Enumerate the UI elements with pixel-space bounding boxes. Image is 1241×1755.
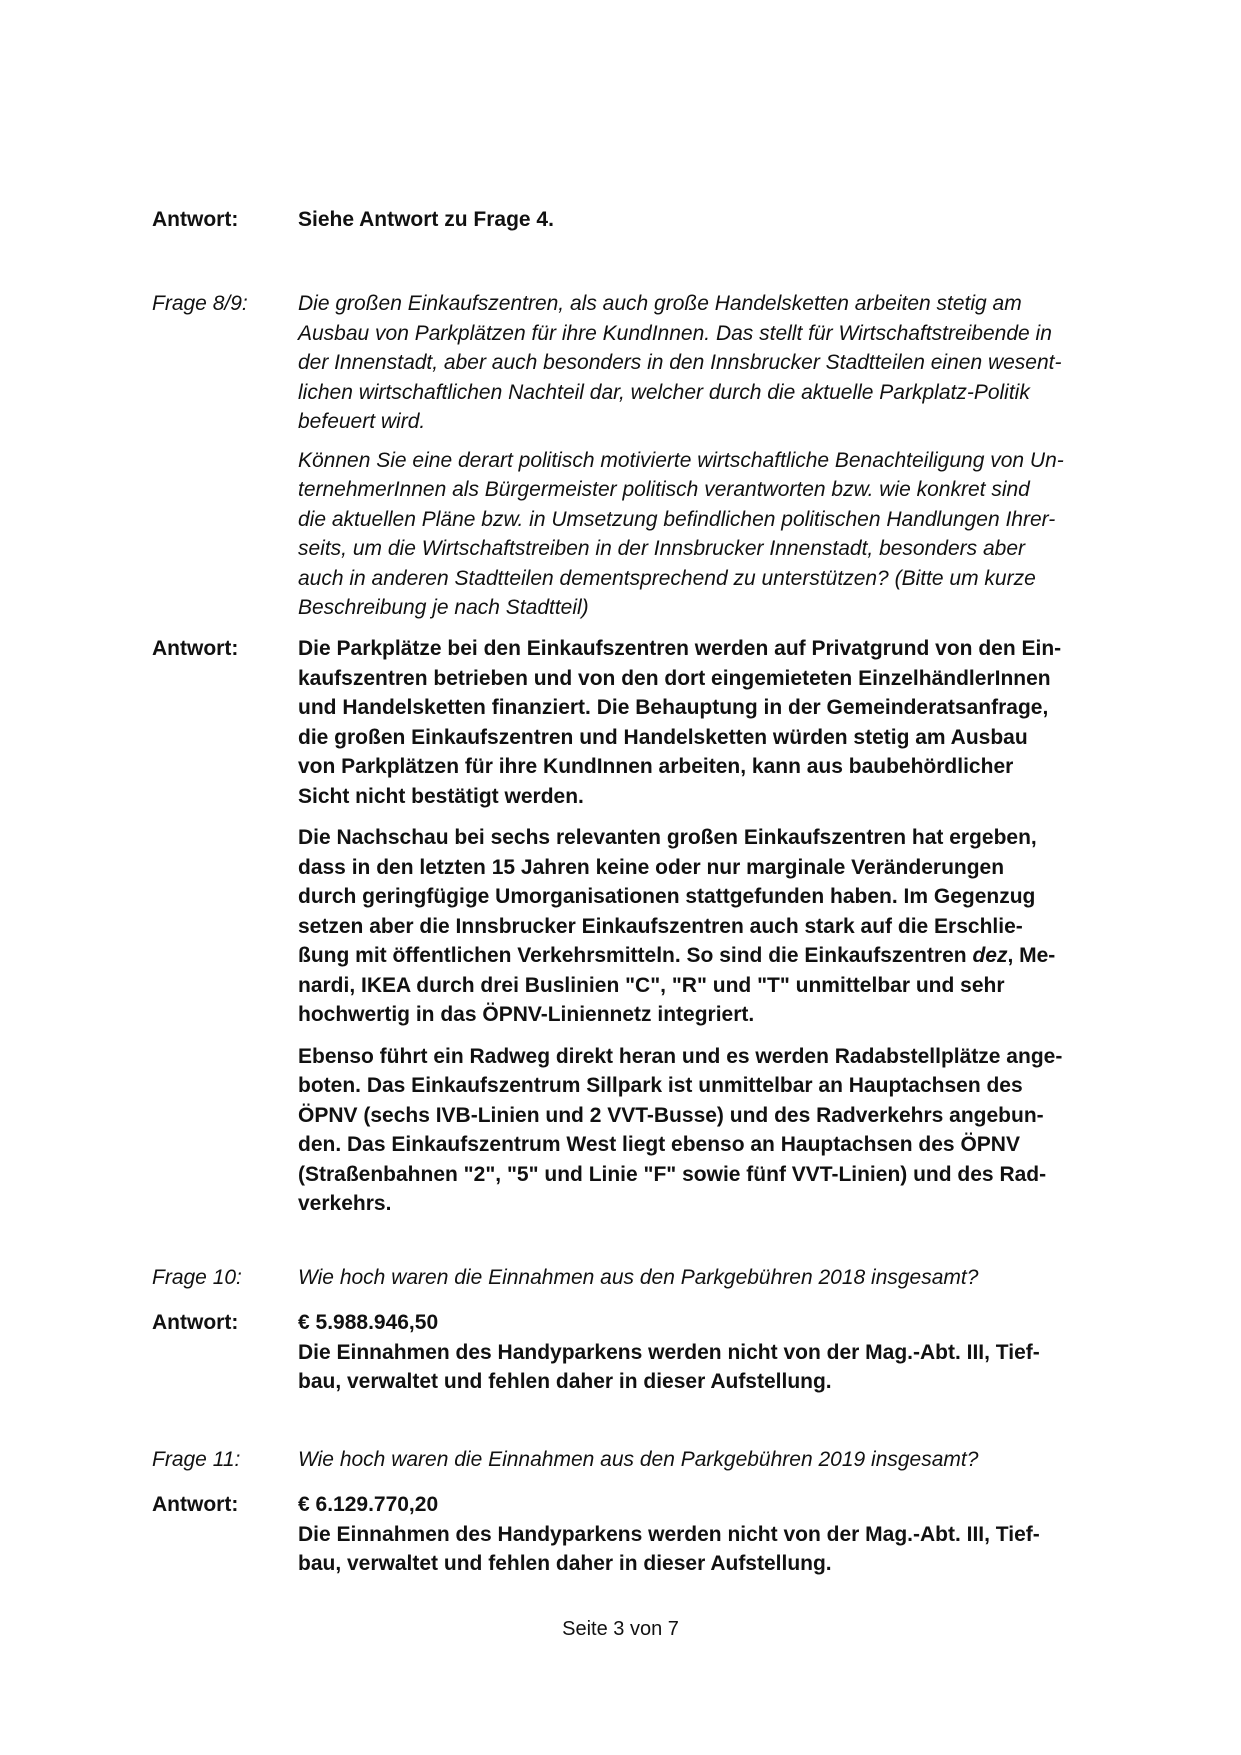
answer-label: Antwort:: [152, 208, 239, 231]
question-label: Frage 10:: [152, 1266, 242, 1289]
answer-label: Antwort:: [152, 1311, 239, 1334]
answer-text: [298, 634, 1128, 1219]
answer-paragraph: Die Nachschau bei sechs relevanten großen Einkaufszentren hat ergeben, dass in den letzten 15 Jahren keine oder nur marginale Veränderungen durch geringfügige Umorganisationen stattgefunden haben. Im Gegenzug setzen aber die Innsbrucker Einkaufszentren auch stark auf die Erschlie- ßung mit öffentlichen Verkehrsmitteln. So sind die Einkaufszentren dez, Me- nardi, IKEA durch drei Buslinien "C", "R" und "T" unmittelbar und sehr hochwertig in das ÖPNV-Liniennetz integriert.: [298, 826, 1056, 1026]
answer-text: Siehe Antwort zu Frage 4.: [298, 208, 554, 231]
question-text: [298, 289, 1128, 623]
question-text: Wie hoch waren die Einnahmen aus den Parkgebühren 2019 insgesamt?: [298, 1448, 979, 1471]
answer-paragraph: Die Parkplätze bei den Einkaufszentren werden auf Privatgrund von den Ein- kaufszentren betrieben und von den dort eingemieteten EinzelhändlerInnen und Handelsketten finanziert. Die Behauptung in der Gemeinderatsanfrage, die großen Einkaufszentren und Handelsketten würden stetig am Ausbau von Parkplätzen für ihre KundInnen arbeiten, kann aus baubehördlicher Sicht nicht bestätigt werden.: [298, 637, 1062, 808]
question-text: Wie hoch waren die Einnahmen aus den Parkgebühren 2018 insgesamt?: [298, 1266, 979, 1289]
question-paragraph: Die großen Einkaufszentren, als auch große Handelsketten arbeiten stetig am Ausbau von Parkplätzen für ihre KundInnen. Das stellt für Wirtschaftstreibende in der Innenstadt, aber auch besonders in den Innsbrucker Stadtteilen einen wesent- lichen wirtschaftlichen Nachteil dar, welcher durch die aktuelle Parkplatz-Politik befeuert wird.: [298, 292, 1062, 433]
answer-text: € 5.988.946,50 Die Einnahmen des Handyparkens werden nicht von der Mag.-Abt. III, Tief- bau, verwaltet und fehlen daher in dieser Aufstellung.: [298, 1311, 1040, 1393]
answer-paragraph: Ebenso führt ein Radweg direkt heran und es werden Radabstellplätze ange- boten. Das Einkaufszentrum Sillpark ist unmittelbar an Hauptachsen des ÖPNV (sechs IVB-Linien und 2 VVT-Busse) und des Radverkehrs angebun- den. Das Einkaufszentrum West liegt ebenso an Hauptachsen des ÖPNV (Straßenbahnen "2", "5" und Linie "F" sowie fünf VVT-Linien) und des Rad- verkehrs.: [298, 1044, 1063, 1215]
page-number: Seite 3 von 7: [562, 1618, 679, 1640]
dez-emphasis: dez: [972, 944, 1008, 967]
answer-text: € 6.129.770,20 Die Einnahmen des Handyparkens werden nicht von der Mag.-Abt. III, Tief- bau, verwaltet und fehlen daher in dieser Aufstellung.: [298, 1493, 1040, 1575]
amount-value: € 5.988.946,50: [298, 1311, 439, 1334]
answer-label: Antwort:: [152, 637, 239, 660]
question-paragraph: Können Sie eine derart politisch motivierte wirtschaftliche Benachteiligung von Un- ternehmerInnen als Bürgermeister politisch verantworten bzw. wie konkret sind die aktuellen Pläne bzw. in Umsetzung befindlichen politischen Handlungen Ihrer- seits, um die Wirtschaftstreiben in der Innsbrucker Innenstadt, besonders aber auch in anderen Stadtteilen dementsprechend zu unterstützen? (Bitte um kurze Beschreibung je nach Stadtteil): [298, 448, 1064, 619]
question-label: Frage 8/9:: [152, 292, 248, 315]
amount-value: € 6.129.770,20: [298, 1493, 439, 1516]
question-label: Frage 11:: [152, 1448, 241, 1471]
answer-label: Antwort:: [152, 1493, 239, 1516]
